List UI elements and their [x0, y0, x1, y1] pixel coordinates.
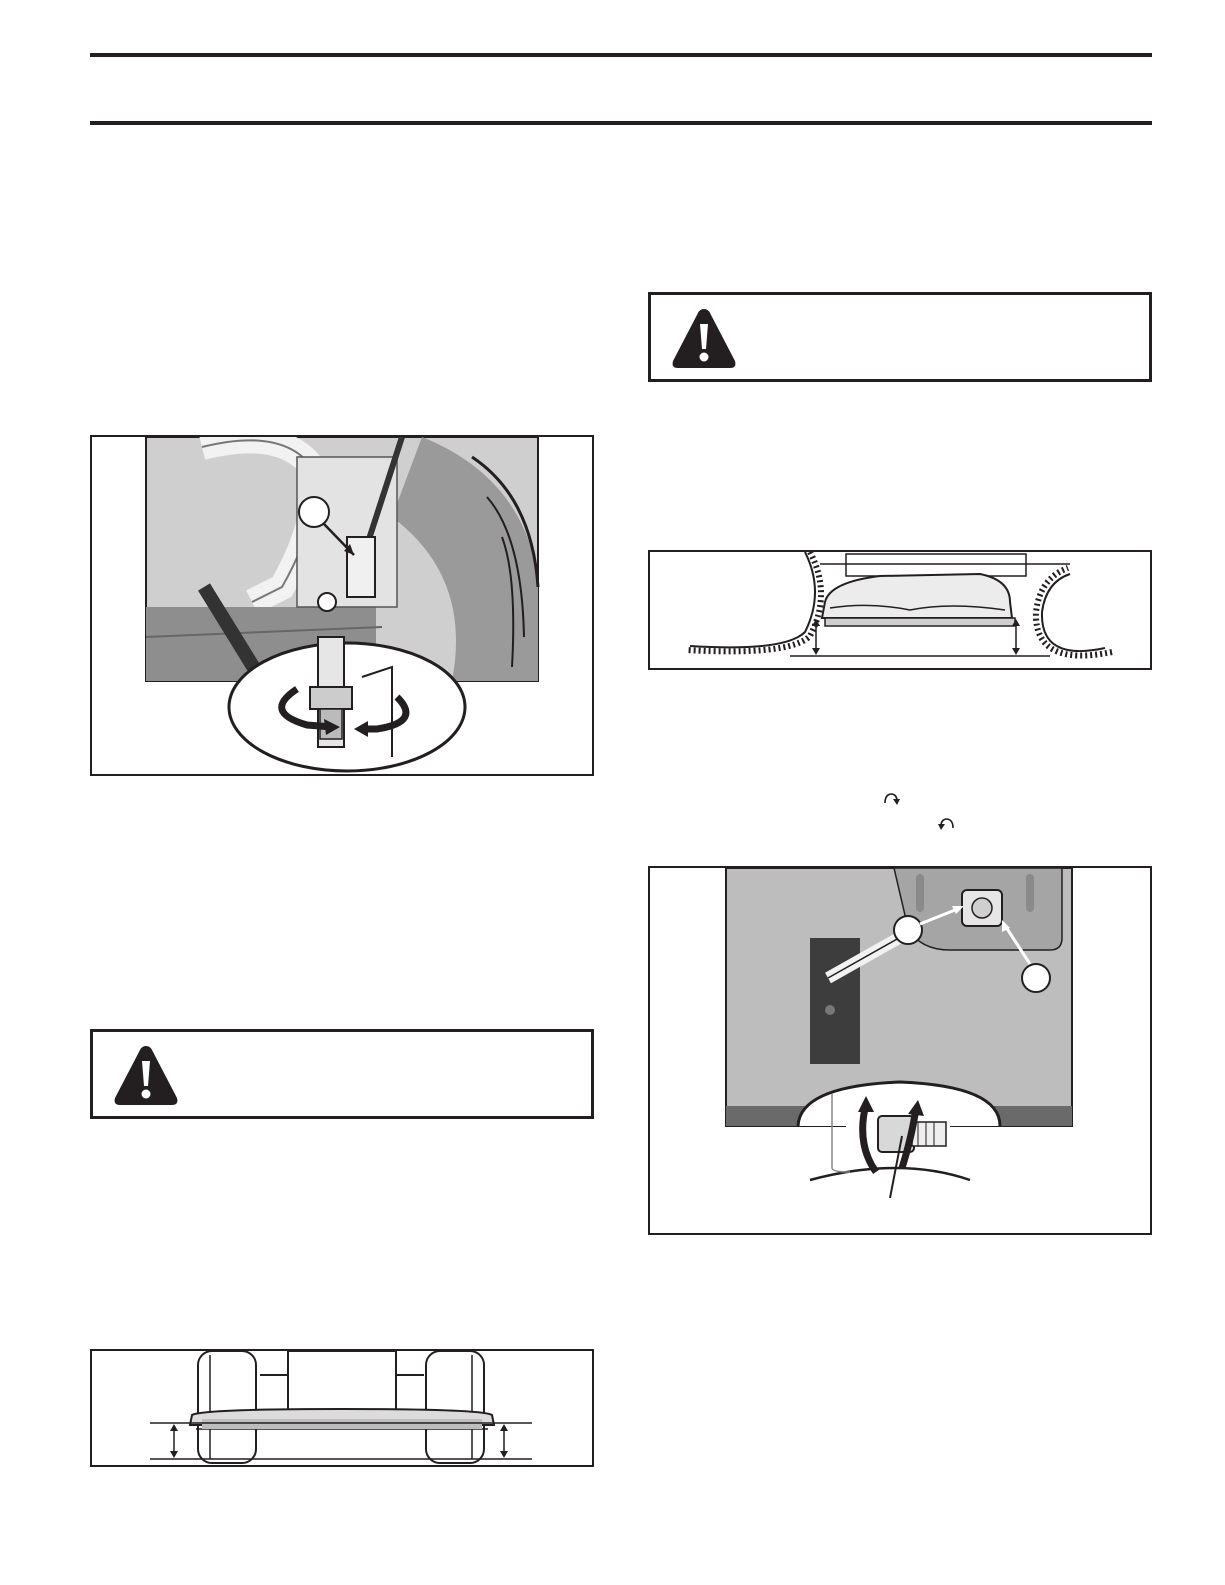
figure-lift-link-adjustment — [90, 435, 594, 776]
warning-box-left — [90, 1029, 594, 1119]
counterclockwise-arrow-icon — [938, 816, 956, 832]
warning-triangle-icon — [669, 306, 739, 372]
header-rule-bottom — [90, 121, 1152, 125]
figure-leveling-nut-adjustment — [648, 866, 1152, 1235]
warning-box-right — [648, 292, 1152, 382]
header-rule-top — [90, 53, 1152, 57]
clockwise-arrow-icon — [882, 791, 900, 807]
figure-deck-front-view — [90, 1349, 594, 1467]
warning-triangle-icon — [111, 1043, 181, 1109]
figure-deck-side-view — [648, 550, 1152, 670]
